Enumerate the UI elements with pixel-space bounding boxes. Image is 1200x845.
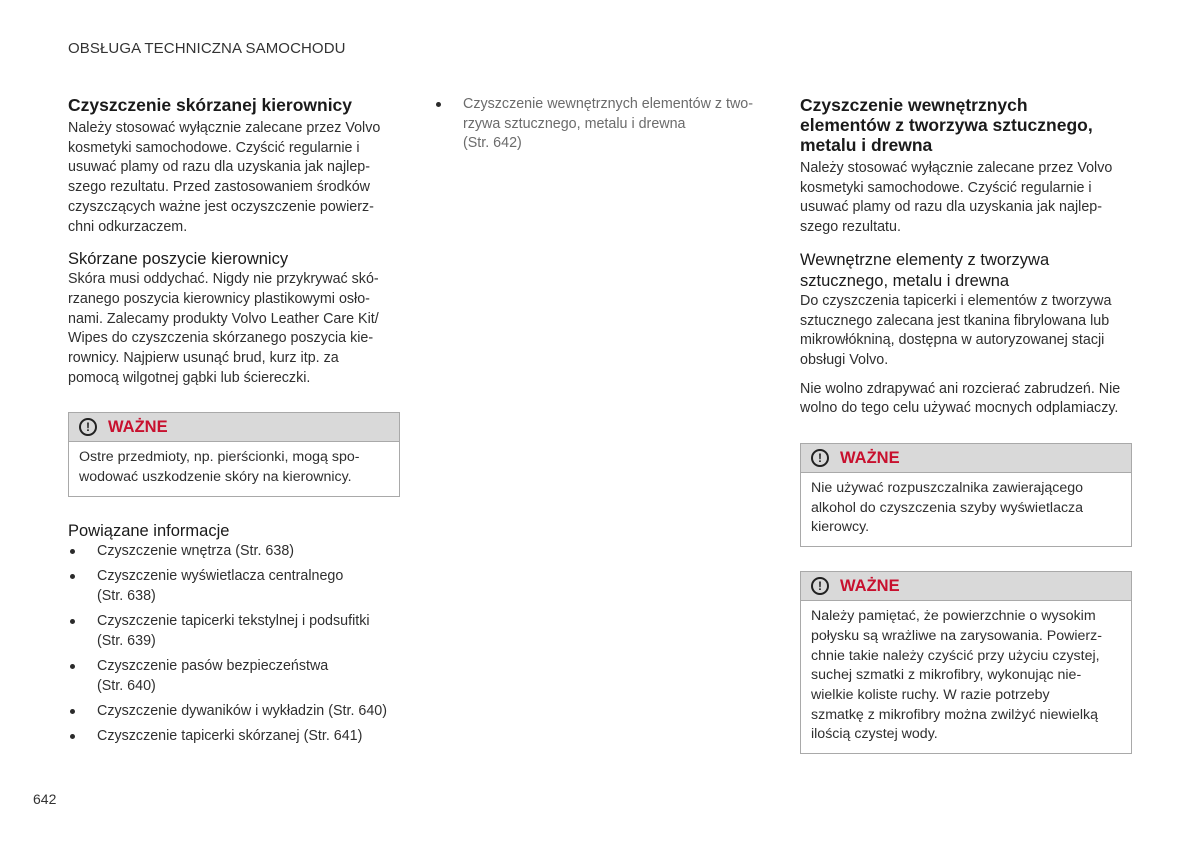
column-right — [800, 95, 1132, 754]
notice-text: Nie używać rozpuszczalnika zawierającego alkohol do czyszczenia szyby wyświetlacza kierowcy. — [811, 480, 1084, 536]
bullet-icon — [70, 574, 75, 579]
notice-header — [69, 413, 399, 442]
interior-elements-text: Do czyszczenia tapicerki i elementów z tworzywa sztucznego zalecana jest tkanina fibrylowana lub mikrowłókniną, dostępna w autoryzowanej stacji obsługi Volvo. — [800, 292, 1112, 368]
related-links-list-continued — [434, 95, 769, 154]
bullet-icon — [70, 619, 75, 624]
column-middle — [434, 95, 769, 160]
related-link-item[interactable]: Czyszczenie wnętrza (Str. 638) — [68, 542, 400, 562]
notice-header — [801, 572, 1131, 601]
related-link-item[interactable]: Czyszczenie wyświetlacza centralnego (Str. 638) — [68, 567, 400, 606]
notice-title: WAŻNE — [840, 576, 900, 595]
warning-icon: ! — [79, 418, 97, 436]
section-title-interior-plastic-metal-wood: Czyszczenie wewnętrznych elementów z tworzywa sztucznego, metalu i drewna — [800, 95, 1093, 155]
bullet-icon — [70, 734, 75, 739]
interior-elements-intro: Należy stosować wyłącznie zalecane przez Volvo kosmetyki samochodowe. Czyścić regularnie i usuwać plamy od razu dla uzyskania jak najlep- szego rezultatu. — [800, 160, 1113, 236]
related-info-title: Powiązane informacje — [68, 521, 230, 540]
related-link-item[interactable]: Czyszczenie wewnętrznych elementów z two- rzywa sztucznego, metalu i drewna (Str. 642) — [434, 95, 769, 154]
running-header: OBSŁUGA TECHNICZNA SAMOCHODU — [68, 40, 346, 57]
bullet-icon — [70, 664, 75, 669]
related-link-item[interactable]: Czyszczenie dywaników i wykładzin (Str. 640) — [68, 702, 400, 722]
related-links-list — [68, 542, 400, 747]
warning-icon: ! — [811, 449, 829, 467]
interior-elements-warning-text: Nie wolno zdrapywać ani rozcierać zabrudzeń. Nie wolno do tego celu używać mocnych odplamiaczy. — [800, 380, 1121, 417]
leather-wheel-cover-text: Skóra musi oddychać. Nigdy nie przykrywać skó- rzanego poszycia kierownicy plastikowymi osło- nami. Zalecamy produkty Volvo Leather Care Kit/ Wipes do czyszczenia skórzanego poszycia kie- rownicy. Najpierw usunąć brud, kurz itp. za pomocą wilgotnej gąbki lub ściereczki. — [68, 271, 379, 386]
leather-wheel-intro: Należy stosować wyłącznie zalecane przez Volvo kosmetyki samochodowe. Czyścić regularnie i usuwać plamy od razu dla uzyskania jak najlep- szego rezultatu. Przed zastosowaniem środków czyszczących ważne jest oczyszczenie powierz- chni odkurzaczem. — [68, 120, 381, 235]
notice-text: Ostre przedmioty, np. pierścionki, mogą spo- wodować uszkodzenie skóry na kierownicy. — [79, 449, 360, 486]
important-notice-glossy — [800, 571, 1132, 754]
subsection-title-leather-wheel-cover: Skórzane poszycie kierownicy — [68, 250, 289, 269]
important-notice-display — [800, 443, 1132, 547]
related-link-item[interactable]: Czyszczenie pasów bezpieczeństwa (Str. 640) — [68, 657, 400, 696]
notice-title: WAŻNE — [108, 417, 168, 436]
important-notice — [68, 412, 400, 496]
notice-text: Należy pamiętać, że powierzchnie o wysokim połysku są wrażliwe na zarysowania. Powierz- chnie takie należy czyścić przy użyciu czystej, suchej szmatki z mikrofibry, wykonując nie- wielkie koliste ruchy. W razie potrzeby szmatkę z mikrofibry można zwilżyć niewielką ilością czystej wody. — [811, 608, 1102, 743]
notice-header — [801, 444, 1131, 473]
column-left — [68, 95, 400, 753]
page-number: 642 — [33, 791, 57, 807]
bullet-icon — [70, 709, 75, 714]
related-link-item[interactable]: Czyszczenie tapicerki tekstylnej i podsufitki (Str. 639) — [68, 612, 400, 651]
notice-title: WAŻNE — [840, 448, 900, 467]
subsection-title-interior-elements: Wewnętrzne elementy z tworzywa sztucznego, metalu i drewna — [800, 250, 1050, 290]
warning-icon: ! — [811, 577, 829, 595]
related-link-item[interactable]: Czyszczenie tapicerki skórzanej (Str. 641) — [68, 727, 400, 747]
bullet-icon — [436, 102, 441, 107]
bullet-icon — [70, 549, 75, 554]
section-title-leather-steering-wheel: Czyszczenie skórzanej kierownicy — [68, 95, 353, 115]
